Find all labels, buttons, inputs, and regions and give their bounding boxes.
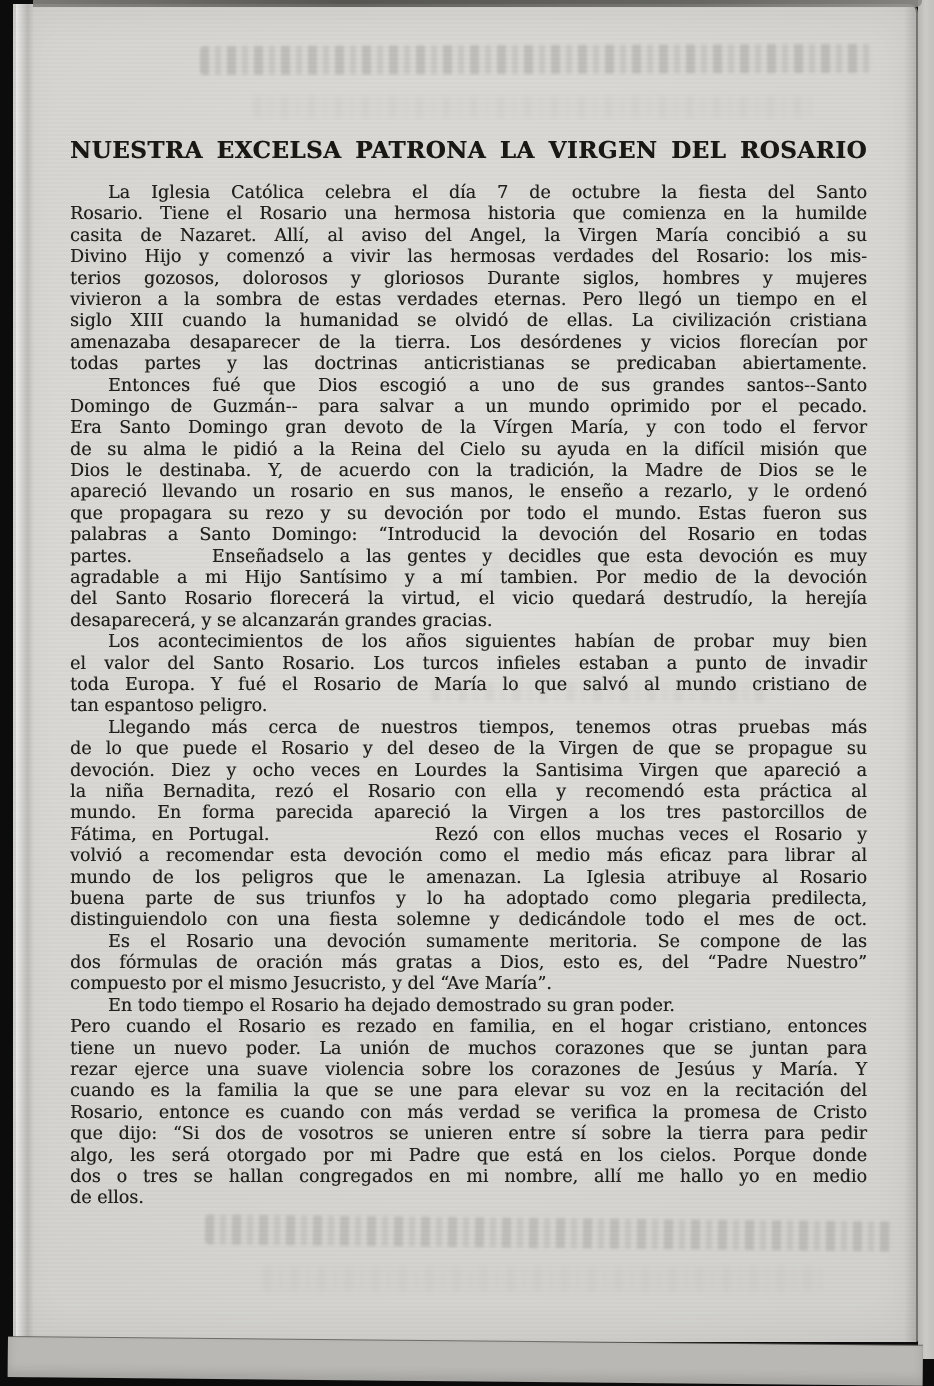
text-line: mundo de los peligros que le amenazan. La Iglesia atribuye al Rosario [70, 867, 867, 888]
text-line: que dijo: “Si dos de vosotros se unieren entre sí sobre la tierra para pedir [70, 1124, 867, 1145]
text-line: siglo XIII cuando la humanidad se olvidó de ellas. La civilización cristiana [70, 311, 867, 332]
document-title: NUESTRA EXCELSA PATRONA LA VIRGEN DEL ROSARIO [70, 137, 867, 164]
text-line: buena parte de sus triunfos y lo ha adoptado como plegaria predilecta, [70, 888, 867, 909]
text-line: de lo que puede el Rosario y del deseo de la Virgen de que se propague su [70, 739, 867, 760]
text-line: dos fórmulas de oración más gratas a Dios, esto es, del “Padre Nuestro” [70, 953, 867, 974]
paragraph-4 [70, 718, 867, 932]
text-line: La Iglesia Católica celebra el día 7 de octubre la fiesta del Santo [108, 183, 867, 203]
text-line: vivieron a la sombra de estas verdades eternas. Pero llegó un tiempo en el [70, 289, 867, 310]
text-line: terios gozosos, dolorosos y gloriosos Durante siglos, hombres y mujeres [70, 268, 867, 289]
text-line: Es el Rosario una devoción sumamente meritoria. Se compone de las [108, 931, 867, 952]
text-line: de ellos. [70, 1188, 144, 1209]
text-line: algo, les será otorgado por mi Padre que está en los cielos. Porque donde [70, 1145, 867, 1166]
paragraph-2 [70, 376, 867, 633]
bleed-through-top [200, 44, 872, 75]
text-line: En todo tiempo el Rosario ha dejado demostrado su gran poder. [108, 995, 675, 1016]
paragraph-6 [70, 996, 867, 1210]
text-line: dos o tres se hallan congregados en mi nombre, allí me hallo yo en medio [70, 1166, 867, 1187]
text-line: partes. Enseñadselo a las gentes y decidles que esta devoción es muy [70, 546, 867, 567]
text-line: distinguiendolo con una fiesta solemne y dedicándole todo el mes de oct. [70, 910, 867, 931]
scan-top-edge [33, 0, 922, 7]
text-line: Pero cuando el Rosario es rezado en familia, en el hogar cristiano, entonces [70, 1017, 867, 1038]
text-line: compuesto por el mismo Jesucristo, y del “Ave María”. [70, 974, 552, 995]
text-line: Llegando más cerca de nuestros tiempos, tenemos otras pruebas más [108, 717, 867, 738]
gutter-crease [16, 4, 34, 1342]
text-line: casita de Nazaret. Allí, al aviso del Angel, la Virgen María concibió a su [70, 225, 867, 246]
text-line: que propagara su rezo y su devoción por todo el mundo. Estas fueron sus [70, 503, 867, 524]
text-block [70, 183, 867, 1210]
text-line: la niña Bernadita, rezó el Rosario con ella y recomendó esta práctica al [70, 781, 867, 802]
text-line: el valor del Santo Rosario. Los turcos infieles estaban a punto de invadir [70, 653, 867, 674]
text-line: rezar ejerce una suave violencia sobre los corazones de Jesúus y María. Y [70, 1060, 867, 1081]
text-line: agradable a mi Hijo Santísimo y a mí tambien. Por medio de la devoción [70, 568, 867, 589]
text-line: Rosario. Tiene el Rosario una hermosa historia que comienza en la humilde [70, 204, 867, 225]
text-line: mundo. En forma parecida apareció la Virgen a los tres pastorcillos de [70, 803, 867, 824]
page-surface [13, 4, 918, 1342]
text-line: desaparecerá, y se alcanzarán grandes gracias. [70, 610, 493, 631]
text-line: Divino Hijo y comenzó a vivir las hermosas verdades del Rosario: los mis- [70, 247, 867, 268]
text-line: amenazaba desaparecer de la tierra. Los desórdenes y vicios florecían por [70, 332, 867, 353]
text-line: palabras a Santo Domingo: “Introducid la devoción del Rosario en todas [70, 525, 867, 546]
bleed-through-bottom [205, 1214, 893, 1251]
bleed-through-bottom-faint [263, 1266, 823, 1292]
text-line: todas partes y las doctrinas anticristianas se predicaban abiertamente. [70, 354, 867, 375]
text-line: Dios le destinaba. Y, de acuerdo con la tradición, la Madre de Dios se le [70, 461, 867, 482]
text-line: de su alma le pidió a la Reina del Cielo su ayuda en la difícil misión que [70, 439, 867, 460]
text-line: Era Santo Domingo gran devoto de la Vírgen María, y con todo el fervor [70, 418, 867, 439]
text-line: volvió a recomendar esta devoción como el medio más eficaz para librar al [70, 846, 867, 867]
page-bottom-edge [8, 1337, 923, 1386]
text-line: Fátima, en Portugal. Rezó con ellos muchas veces el Rosario y [70, 824, 867, 845]
text-line: tiene un nuevo poder. La unión de muchos corazones que se juntan para [70, 1038, 867, 1059]
text-line: Los acontecimientos de los años siguientes habían de probar muy bien [108, 632, 867, 653]
bleed-through-top-faint [253, 96, 813, 118]
paragraph-5 [70, 932, 867, 996]
paragraph-3 [70, 632, 867, 718]
text-line: toda Europa. Y fué el Rosario de María lo que salvó al mundo cristiano de [70, 674, 867, 695]
text-line: tan espantoso peligro. [70, 696, 268, 717]
text-line: Rosario, entonce es cuando con más verdad se verifica la promesa de Cristo [70, 1102, 867, 1123]
text-line: Domingo de Guzmán-- para salvar a un mundo oprimido por el pecado. [70, 396, 867, 417]
text-line: cuando es la familia la que se une para elevar su voz en la recitación del [70, 1081, 867, 1102]
next-page-edge [918, 0, 934, 1359]
paragraph-1 [70, 183, 867, 376]
text-line: del Santo Rosario florecerá la virtud, el vicio quedará destrudío, la herejía [70, 589, 867, 610]
text-line: devoción. Diez y ocho veces en Lourdes la Santisima Virgen que apareció a [70, 760, 867, 781]
page-curl-shadow [904, 4, 916, 1342]
text-line: Entonces fué que Dios escogió a uno de sus grandes santos--Santo [108, 375, 867, 396]
text-line: apareció llevando un rosario en sus manos, le enseño a rezarlo, y le ordenó [70, 482, 867, 503]
